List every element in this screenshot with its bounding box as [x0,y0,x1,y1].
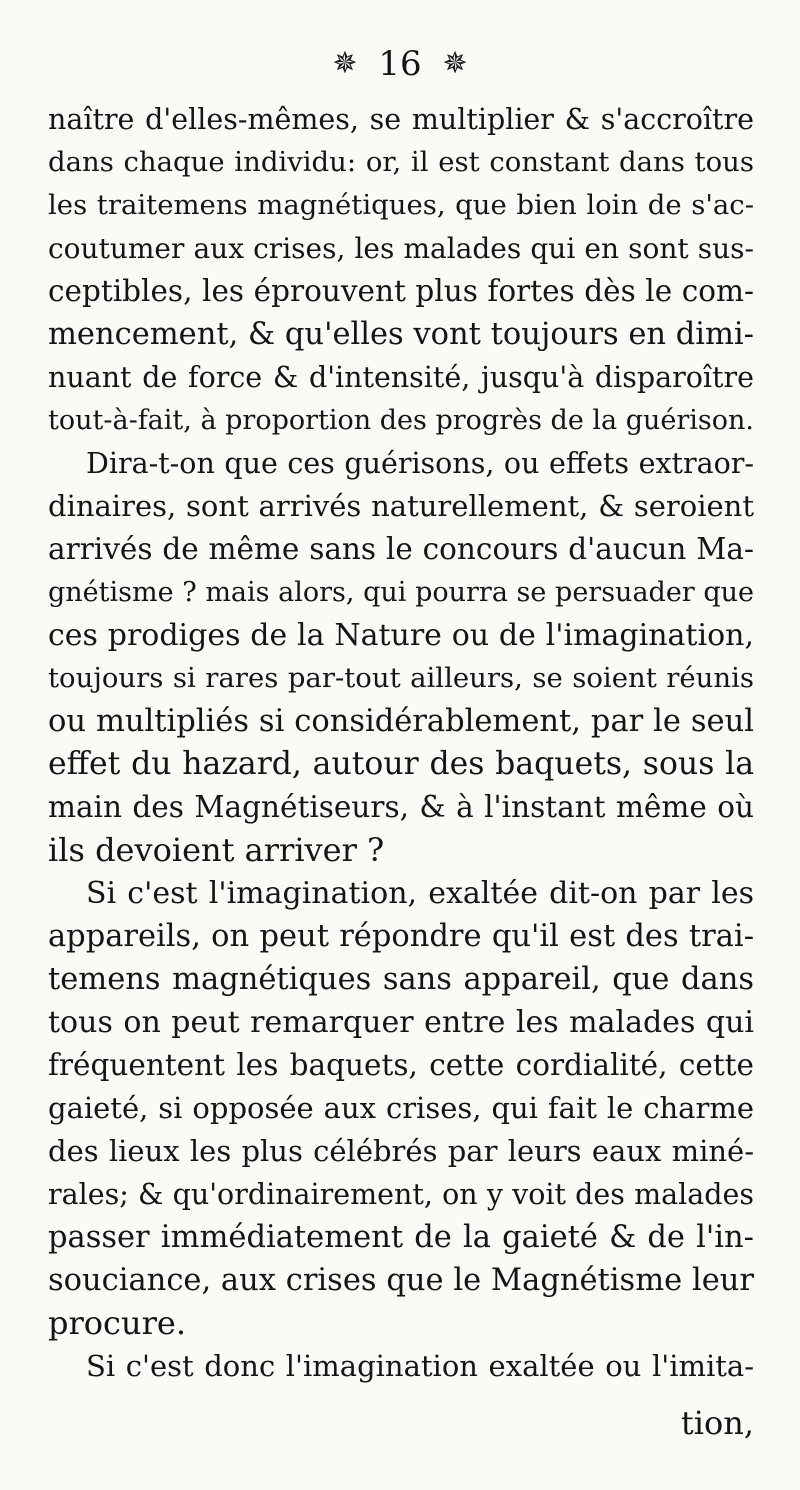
text-line: ou multipliés si considérablement, par le seul [48,704,754,739]
ornament-left-icon: ✵ [332,46,358,81]
text-line: des lieux les plus célébrés par leurs eaux miné- [48,1134,754,1168]
text-line: naître d'elles-mêmes, se multiplier & s'accroître [48,103,754,136]
text-line: ils devoient arriver ? [48,831,385,869]
text-line: rales; & qu'ordinairement, on y voit des malades [48,1178,754,1211]
ornament-right-icon: ✵ [442,46,468,81]
text-line: ces prodiges de la Nature ou de l'imagination, [48,618,754,653]
text-line: tous on peut remarquer entre les malades qui [48,1005,754,1040]
text-line: toujours si rares par-tout ailleurs, se soient réunis [48,662,754,694]
text-line: fréquentent les baquets, cette cordialité, cette [48,1048,754,1082]
text-line: nuant de force & d'intensité, jusqu'à disparoître [48,361,754,394]
text-line: souciance, aux crises que le Magnétisme leur [48,1263,754,1298]
text-line: effet du hazard, autour des baquets, sous la [48,746,754,782]
text-line: Si c'est l'imagination, exaltée dit-on par les [86,876,754,911]
text-line: dans chaque individu: or, il est constant dans tous [48,146,754,178]
catchword: tion, [680,1404,754,1442]
text-line: procure. [48,1304,186,1342]
page-number: 16 [378,44,422,84]
text-line: temens magnétiques sans appareil, que dans [48,962,754,997]
text-line: passer immédiatement de la gaieté & de l'in- [48,1220,754,1255]
text-line: gnétisme ? mais alors, qui pourra se persuader que [48,577,754,608]
text-line: tout-à-fait, à proportion des progrès de la guérison. [48,405,754,436]
page-header [0,40,800,86]
text-line: Dira-t-on que ces guérisons, ou effets extraor- [86,447,754,480]
text-line: ceptibles, les éprouvent plus fortes dès le com- [48,274,754,308]
text-line: gaieté, si opposée aux crises, qui fait le charme [48,1091,754,1125]
text-line: les traitemens magnétiques, que bien loin de s'ac- [48,189,754,221]
text-line: coutumer aux crises, les malades qui en sont sus- [48,232,754,265]
text-line: appareils, on peut répondre qu'il est des trai- [48,919,754,954]
text-line: main des Magnétiseurs, & à l'instant même où [48,790,754,824]
text-line: arrivés de même sans le concours d'aucun Ma- [48,532,754,566]
text-line: dinaires, sont arrivés naturellement, & seroient [48,489,754,523]
text-line: Si c'est donc l'imagination exaltée ou l'imita- [86,1349,754,1383]
text-line: mencement, & qu'elles vont toujours en dimi- [48,317,754,352]
